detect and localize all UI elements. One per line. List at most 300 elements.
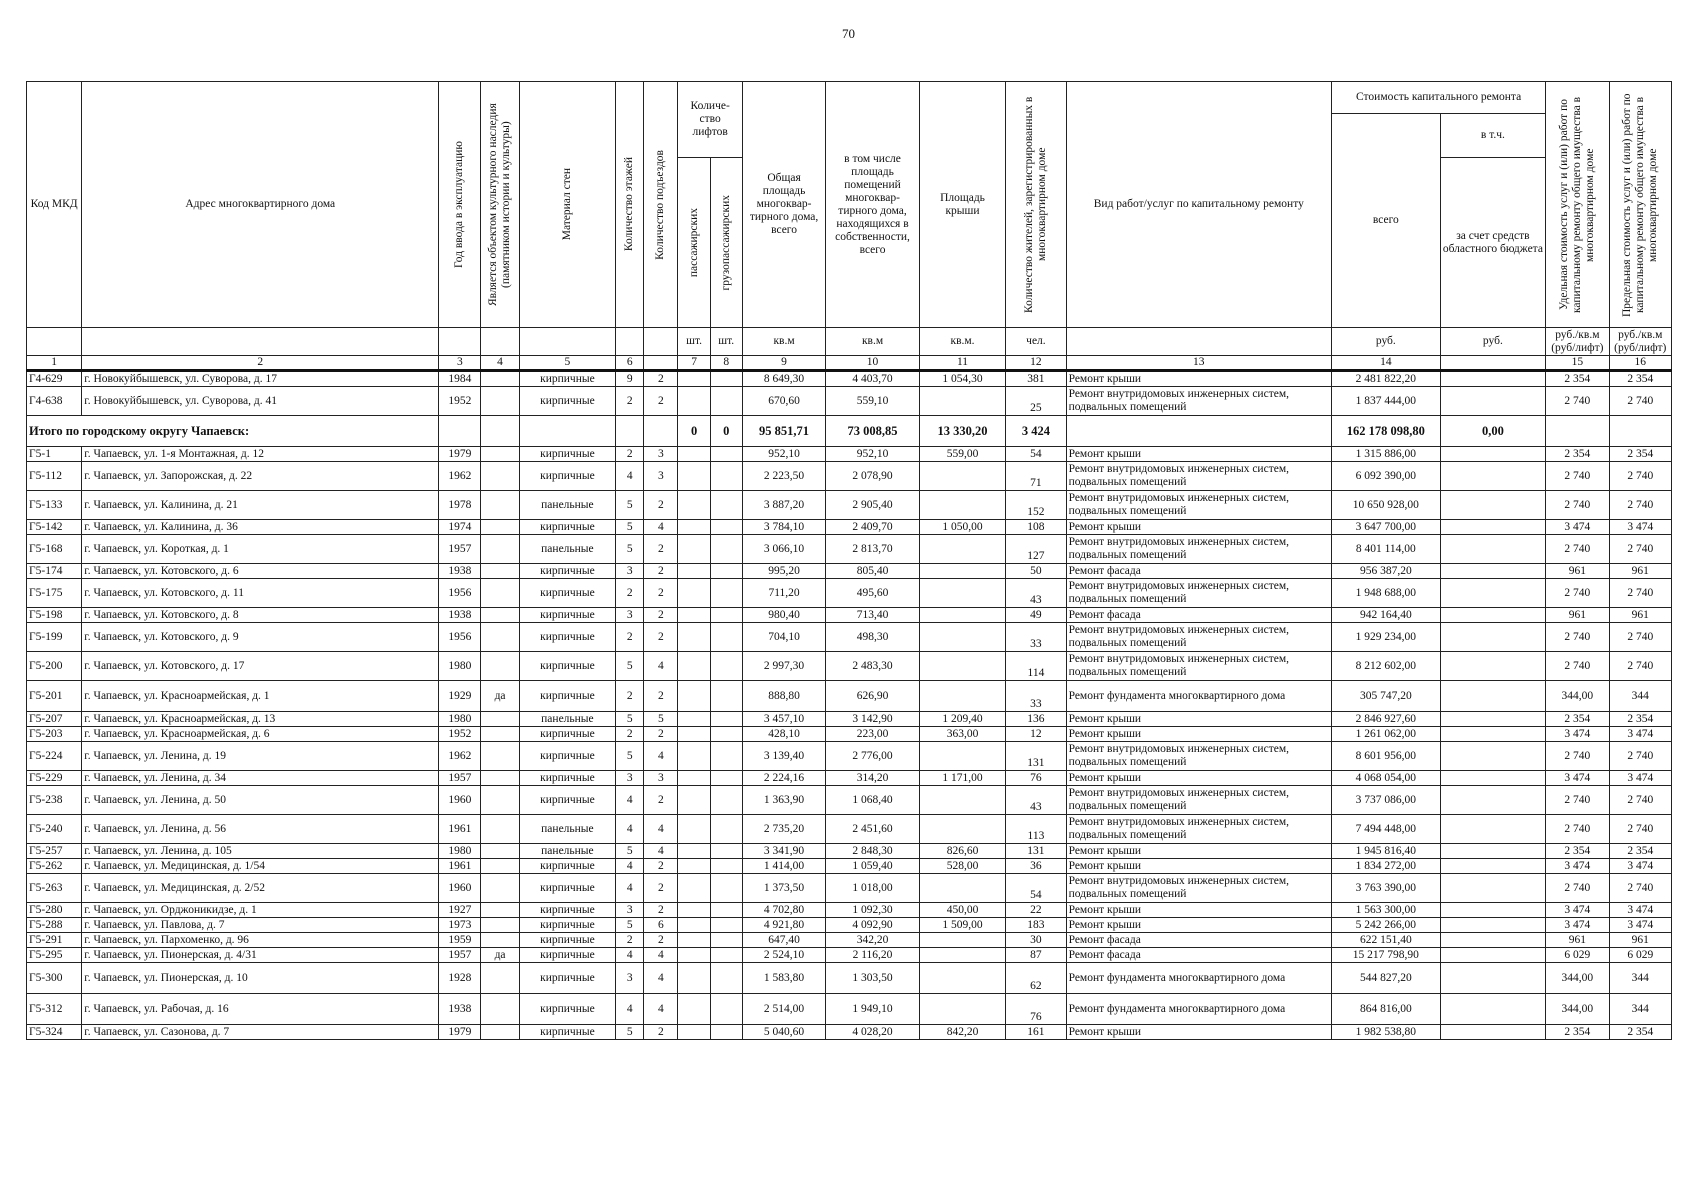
unit-blank-4: [481, 328, 519, 356]
table-row: [27, 727, 1672, 742]
cell-lifts-pass: [678, 491, 710, 520]
table-row: [27, 681, 1672, 712]
cell-total-area: 4 921,80: [742, 918, 825, 933]
cell-lifts-pass: [678, 727, 710, 742]
cell-lifts-pass: [678, 815, 710, 844]
cell-unit-cost: 3 474: [1546, 859, 1609, 874]
cell-cost-regional: [1440, 447, 1546, 462]
cell-max-cost: 3 474: [1609, 903, 1671, 918]
column-number: 11: [919, 356, 1005, 371]
cell-max-cost: 2 740: [1609, 535, 1671, 564]
table-row: [27, 903, 1672, 918]
cell-address: г. Чапаевск, ул. Сазонова, д. 7: [82, 1025, 439, 1040]
cell-roof-area: 1 209,40: [919, 712, 1005, 727]
cell-lifts-pass: [678, 623, 710, 652]
cell-wall: панельные: [519, 491, 616, 520]
cell-year: 1979: [439, 1025, 481, 1040]
cell-lifts-cargo: [710, 681, 742, 712]
cell-max-cost: 2 740: [1609, 623, 1671, 652]
cell-year: 1956: [439, 623, 481, 652]
cell-address: г. Чапаевск, ул. Пионерская, д. 10: [82, 963, 439, 994]
cell-cost-regional: [1440, 520, 1546, 535]
cell-wall: кирпичные: [519, 387, 616, 416]
cell-owned-area: 2 451,60: [826, 815, 920, 844]
cell-entrances: 2: [644, 786, 678, 815]
cell-max-cost: 2 740: [1609, 387, 1671, 416]
cell-max-cost: 2 354: [1609, 712, 1671, 727]
cell-owned-area: 342,20: [826, 933, 920, 948]
cell-residents: 25: [1006, 387, 1066, 416]
cell-total-area: 428,10: [742, 727, 825, 742]
cell-code: Г5-174: [27, 564, 82, 579]
cell-residents: 12: [1006, 727, 1066, 742]
cell-roof-area: 1 171,00: [919, 771, 1005, 786]
cell-heritage: [481, 447, 519, 462]
cell-code: Г5-229: [27, 771, 82, 786]
cell-code: Г5-198: [27, 608, 82, 623]
cell-unit-cost: 2 740: [1546, 491, 1609, 520]
cell-heritage: [481, 771, 519, 786]
header-address: Адрес многоквартирного дома: [82, 82, 439, 328]
cell-code: Г5-224: [27, 742, 82, 771]
cell-wall: кирпичные: [519, 742, 616, 771]
cell-lifts-cargo: [710, 963, 742, 994]
cell-wall: кирпичные: [519, 608, 616, 623]
total-row: [27, 416, 1672, 447]
cell-code: Г5-263: [27, 874, 82, 903]
cell-cost-regional: [1440, 874, 1546, 903]
cell-lifts-pass: [678, 963, 710, 994]
cell-code: Г5-203: [27, 727, 82, 742]
cell-roof-area: 1 509,00: [919, 918, 1005, 933]
cell-total-area: 704,10: [742, 623, 825, 652]
header-owned-area: в том числе площадь помещений многоквар-тирного дома, находящихся в собственности, всего: [826, 82, 920, 328]
cell-floors: 5: [616, 520, 644, 535]
cell-entrances: 2: [644, 859, 678, 874]
cell-entrances: 2: [644, 681, 678, 712]
cell-address: г. Чапаевск, ул. Ленина, д. 19: [82, 742, 439, 771]
cell-year: 1960: [439, 786, 481, 815]
unit-cost-regional: руб.: [1440, 328, 1546, 356]
cell-max-cost: 3 474: [1609, 771, 1671, 786]
cell-wall: кирпичные: [519, 771, 616, 786]
cell-unit-cost: 2 354: [1546, 1025, 1609, 1040]
table-row: [27, 948, 1672, 963]
cell-address: г. Чапаевск, ул. Калинина, д. 36: [82, 520, 439, 535]
cell-roof-area: [919, 652, 1005, 681]
table-row: [27, 564, 1672, 579]
cell-year: 1952: [439, 727, 481, 742]
cell-heritage: [481, 815, 519, 844]
cell-lifts-cargo: [710, 859, 742, 874]
cell-work: Ремонт фасада: [1066, 608, 1331, 623]
cell-max-cost: 2 740: [1609, 742, 1671, 771]
cell-code: Г5-112: [27, 462, 82, 491]
cell-cost-regional: [1440, 771, 1546, 786]
cell-entrances: 2: [644, 371, 678, 387]
table-row: [27, 859, 1672, 874]
cell-lifts-pass: [678, 771, 710, 786]
cell-lifts-cargo: [710, 623, 742, 652]
cell-roof-area: [919, 786, 1005, 815]
cell-residents: 76: [1006, 771, 1066, 786]
cell-roof-area: 559,00: [919, 447, 1005, 462]
cell-unit-cost: 2 740: [1546, 786, 1609, 815]
table-row: [27, 742, 1672, 771]
cell-floors: 2: [616, 387, 644, 416]
cell-cost-total: 1 837 444,00: [1332, 387, 1441, 416]
header-floors: Количество этажей: [616, 82, 644, 328]
total-blank: [481, 416, 519, 447]
cell-cost-regional: [1440, 387, 1546, 416]
cell-heritage: [481, 535, 519, 564]
cell-max-cost: 6 029: [1609, 948, 1671, 963]
header-unit-cost: Удельная стоимость услуг и (или) работ по капитальному ремонту общего имущества в многоквартирном доме: [1546, 82, 1609, 328]
cell-lifts-pass: [678, 933, 710, 948]
cell-owned-area: 2 848,30: [826, 844, 920, 859]
cell-entrances: 3: [644, 771, 678, 786]
cell-floors: 4: [616, 462, 644, 491]
cell-roof-area: [919, 491, 1005, 520]
cell-cost-regional: [1440, 1025, 1546, 1040]
cell-floors: 5: [616, 918, 644, 933]
cell-total-area: 647,40: [742, 933, 825, 948]
cell-entrances: 2: [644, 387, 678, 416]
cell-cost-total: 622 151,40: [1332, 933, 1441, 948]
cell-total-area: 3 784,10: [742, 520, 825, 535]
table-row: [27, 608, 1672, 623]
cell-unit-cost: 2 740: [1546, 387, 1609, 416]
unit-lifts-pass: шт.: [678, 328, 710, 356]
cell-cost-regional: [1440, 608, 1546, 623]
cell-residents: 381: [1006, 371, 1066, 387]
cell-work: Ремонт внутридомовых инженерных систем, подвальных помещений: [1066, 786, 1331, 815]
cell-unit-cost: 3 474: [1546, 918, 1609, 933]
cell-floors: 3: [616, 903, 644, 918]
cell-total-area: 2 735,20: [742, 815, 825, 844]
cell-owned-area: 559,10: [826, 387, 920, 416]
cell-roof-area: [919, 742, 1005, 771]
cell-lifts-pass: [678, 579, 710, 608]
cell-residents: 50: [1006, 564, 1066, 579]
cell-total-area: 2 997,30: [742, 652, 825, 681]
cell-residents: 183: [1006, 918, 1066, 933]
cell-max-cost: 344: [1609, 681, 1671, 712]
cell-wall: кирпичные: [519, 652, 616, 681]
cell-wall: кирпичные: [519, 918, 616, 933]
cell-floors: 4: [616, 874, 644, 903]
cell-address: г. Чапаевск, ул. Красноармейская, д. 6: [82, 727, 439, 742]
cell-address: г. Чапаевск, ул. Пионерская, д. 4/31: [82, 948, 439, 963]
cell-owned-area: 1 092,30: [826, 903, 920, 918]
cell-roof-area: 450,00: [919, 903, 1005, 918]
column-number-row: [27, 356, 1672, 371]
column-number: 4: [481, 356, 519, 371]
column-number: 3: [439, 356, 481, 371]
cell-heritage: [481, 918, 519, 933]
cell-lifts-cargo: [710, 844, 742, 859]
cell-owned-area: 1 068,40: [826, 786, 920, 815]
cell-work: Ремонт крыши: [1066, 447, 1331, 462]
cell-floors: 9: [616, 371, 644, 387]
cell-owned-area: 495,60: [826, 579, 920, 608]
cell-lifts-pass: [678, 742, 710, 771]
cell-unit-cost: 2 740: [1546, 535, 1609, 564]
cell-owned-area: 1 949,10: [826, 994, 920, 1025]
cell-residents: 43: [1006, 786, 1066, 815]
cell-cost-regional: [1440, 371, 1546, 387]
cell-work: Ремонт внутридомовых инженерных систем, подвальных помещений: [1066, 874, 1331, 903]
cell-lifts-pass: [678, 948, 710, 963]
cell-cost-regional: [1440, 535, 1546, 564]
cell-floors: 4: [616, 859, 644, 874]
table-row: [27, 652, 1672, 681]
table-row: [27, 387, 1672, 416]
header-wall: Материал стен: [519, 82, 616, 328]
cell-wall: кирпичные: [519, 874, 616, 903]
cell-wall: кирпичные: [519, 462, 616, 491]
cell-lifts-cargo: [710, 564, 742, 579]
cell-year: 1973: [439, 918, 481, 933]
cell-lifts-cargo: [710, 579, 742, 608]
cell-heritage: [481, 844, 519, 859]
cell-floors: 5: [616, 491, 644, 520]
cell-year: 1978: [439, 491, 481, 520]
cell-lifts-pass: [678, 918, 710, 933]
column-number: [1440, 356, 1546, 371]
cell-lifts-pass: [678, 535, 710, 564]
cell-year: 1980: [439, 712, 481, 727]
cell-residents: 36: [1006, 859, 1066, 874]
cell-work: Ремонт внутридомовых инженерных систем, подвальных помещений: [1066, 462, 1331, 491]
cell-wall: кирпичные: [519, 447, 616, 462]
cell-floors: 4: [616, 786, 644, 815]
cell-work: Ремонт внутридомовых инженерных систем, подвальных помещений: [1066, 387, 1331, 416]
cell-floors: 4: [616, 994, 644, 1025]
cell-year: 1928: [439, 963, 481, 994]
cell-max-cost: 2 740: [1609, 874, 1671, 903]
cell-max-cost: 2 354: [1609, 844, 1671, 859]
cell-heritage: да: [481, 948, 519, 963]
table-row: [27, 447, 1672, 462]
cell-floors: 2: [616, 933, 644, 948]
cell-cost-regional: [1440, 491, 1546, 520]
cell-wall: кирпичные: [519, 994, 616, 1025]
cell-lifts-cargo: [710, 535, 742, 564]
cell-roof-area: 826,60: [919, 844, 1005, 859]
cell-entrances: 5: [644, 712, 678, 727]
cell-roof-area: 1 054,30: [919, 371, 1005, 387]
cell-address: г. Чапаевск, ул. Калинина, д. 21: [82, 491, 439, 520]
table-row: [27, 1025, 1672, 1040]
cell-total-area: 1 414,00: [742, 859, 825, 874]
cell-unit-cost: 344,00: [1546, 994, 1609, 1025]
total-roof-area: 13 330,20: [919, 416, 1005, 447]
unit-blank-6: [616, 328, 644, 356]
cell-cost-total: 5 242 266,00: [1332, 918, 1441, 933]
cell-unit-cost: 961: [1546, 608, 1609, 623]
cell-max-cost: 3 474: [1609, 520, 1671, 535]
cell-max-cost: 961: [1609, 564, 1671, 579]
cell-roof-area: [919, 815, 1005, 844]
cell-year: 1929: [439, 681, 481, 712]
cell-wall: кирпичные: [519, 963, 616, 994]
cell-heritage: [481, 859, 519, 874]
cell-code: Г5-295: [27, 948, 82, 963]
cell-total-area: 3 887,20: [742, 491, 825, 520]
cell-code: Г5-324: [27, 1025, 82, 1040]
cell-wall: кирпичные: [519, 681, 616, 712]
cell-total-area: 3 139,40: [742, 742, 825, 771]
cell-residents: 113: [1006, 815, 1066, 844]
cell-work: Ремонт крыши: [1066, 771, 1331, 786]
cell-address: г. Чапаевск, ул. Пархоменко, д. 96: [82, 933, 439, 948]
cell-floors: 5: [616, 652, 644, 681]
cell-lifts-pass: [678, 520, 710, 535]
cell-roof-area: 842,20: [919, 1025, 1005, 1040]
cell-heritage: [481, 712, 519, 727]
cell-lifts-cargo: [710, 727, 742, 742]
cell-address: г. Чапаевск, ул. Ленина, д. 105: [82, 844, 439, 859]
header-lifts-pass: пассажирских: [678, 158, 710, 328]
cell-year: 1962: [439, 742, 481, 771]
cell-entrances: 2: [644, 903, 678, 918]
cell-year: 1957: [439, 771, 481, 786]
capital-repair-table: [26, 81, 1672, 1040]
unit-owned-area: кв.м: [826, 328, 920, 356]
cell-total-area: 2 223,50: [742, 462, 825, 491]
unit-total-area: кв.м: [742, 328, 825, 356]
cell-lifts-pass: [678, 371, 710, 387]
cell-unit-cost: 2 354: [1546, 712, 1609, 727]
cell-wall: кирпичные: [519, 786, 616, 815]
cell-code: Г5-291: [27, 933, 82, 948]
cell-work: Ремонт внутридомовых инженерных систем, подвальных помещений: [1066, 535, 1331, 564]
column-number: 16: [1609, 356, 1671, 371]
cell-wall: панельные: [519, 712, 616, 727]
cell-cost-total: 1 929 234,00: [1332, 623, 1441, 652]
cell-work: Ремонт крыши: [1066, 371, 1331, 387]
table-row: [27, 520, 1672, 535]
cell-owned-area: 952,10: [826, 447, 920, 462]
cell-code: Г5-280: [27, 903, 82, 918]
cell-total-area: 3 457,10: [742, 712, 825, 727]
cell-work: Ремонт внутридомовых инженерных систем, подвальных помещений: [1066, 579, 1331, 608]
cell-owned-area: 314,20: [826, 771, 920, 786]
total-blank: [439, 416, 481, 447]
cell-lifts-cargo: [710, 918, 742, 933]
cell-year: 1980: [439, 844, 481, 859]
cell-entrances: 4: [644, 520, 678, 535]
unit-unit-cost: руб./кв.м (руб/лифт): [1546, 328, 1609, 356]
cell-roof-area: [919, 681, 1005, 712]
cell-cost-regional: [1440, 727, 1546, 742]
cell-cost-regional: [1440, 815, 1546, 844]
cell-residents: 127: [1006, 535, 1066, 564]
cell-wall: кирпичные: [519, 903, 616, 918]
cell-code: Г5-199: [27, 623, 82, 652]
cell-residents: 22: [1006, 903, 1066, 918]
cell-max-cost: 2 740: [1609, 786, 1671, 815]
cell-owned-area: 805,40: [826, 564, 920, 579]
header-total-area: Общая площадь многоквар-тирного дома, всего: [742, 82, 825, 328]
cell-cost-total: 8 401 114,00: [1332, 535, 1441, 564]
cell-cost-total: 305 747,20: [1332, 681, 1441, 712]
cell-floors: 5: [616, 1025, 644, 1040]
cell-heritage: [481, 727, 519, 742]
cell-unit-cost: 344,00: [1546, 963, 1609, 994]
cell-roof-area: [919, 874, 1005, 903]
cell-wall: кирпичные: [519, 859, 616, 874]
cell-owned-area: 4 403,70: [826, 371, 920, 387]
cell-owned-area: 2 905,40: [826, 491, 920, 520]
cell-total-area: 2 514,00: [742, 994, 825, 1025]
cell-residents: 54: [1006, 447, 1066, 462]
cell-roof-area: [919, 564, 1005, 579]
total-lifts-pass: 0: [678, 416, 710, 447]
cell-code: Г5-200: [27, 652, 82, 681]
cell-unit-cost: 2 740: [1546, 815, 1609, 844]
cell-roof-area: [919, 462, 1005, 491]
cell-cost-total: 15 217 798,90: [1332, 948, 1441, 963]
cell-lifts-cargo: [710, 933, 742, 948]
cell-total-area: 1 363,90: [742, 786, 825, 815]
cell-max-cost: 2 354: [1609, 447, 1671, 462]
cell-cost-total: 3 737 086,00: [1332, 786, 1441, 815]
cell-cost-total: 1 563 300,00: [1332, 903, 1441, 918]
cell-year: 1959: [439, 933, 481, 948]
cell-owned-area: 223,00: [826, 727, 920, 742]
cell-cost-total: 1 982 538,80: [1332, 1025, 1441, 1040]
cell-residents: 76: [1006, 994, 1066, 1025]
cell-cost-regional: [1440, 859, 1546, 874]
header-residents: Количество жителей, зарегистрированных в многоквартирном доме: [1006, 82, 1066, 328]
cell-roof-area: [919, 535, 1005, 564]
cell-lifts-cargo: [710, 771, 742, 786]
total-label: Итого по городскому округу Чапаевск:: [27, 416, 439, 447]
cell-work: Ремонт крыши: [1066, 712, 1331, 727]
cell-year: 1962: [439, 462, 481, 491]
cell-floors: 5: [616, 844, 644, 859]
unit-blank-2: [82, 328, 439, 356]
cell-code: Г5-312: [27, 994, 82, 1025]
cell-cost-total: 4 068 054,00: [1332, 771, 1441, 786]
cell-lifts-cargo: [710, 652, 742, 681]
table-row: [27, 371, 1672, 387]
cell-heritage: [481, 652, 519, 681]
header-roof-area: Площадь крыши: [919, 82, 1005, 328]
cell-code: Г5-142: [27, 520, 82, 535]
cell-code: Г5-1: [27, 447, 82, 462]
cell-cost-total: 544 827,20: [1332, 963, 1441, 994]
cell-unit-cost: 2 354: [1546, 371, 1609, 387]
cell-cost-total: 8 212 602,00: [1332, 652, 1441, 681]
cell-floors: 4: [616, 948, 644, 963]
cell-unit-cost: 961: [1546, 933, 1609, 948]
cell-owned-area: 1 018,00: [826, 874, 920, 903]
cell-total-area: 1 583,80: [742, 963, 825, 994]
header-lifts: Количе-ство лифтов: [678, 82, 742, 158]
cell-floors: 2: [616, 681, 644, 712]
cell-year: 1956: [439, 579, 481, 608]
cell-wall: панельные: [519, 815, 616, 844]
cell-floors: 2: [616, 623, 644, 652]
cell-owned-area: 498,30: [826, 623, 920, 652]
cell-unit-cost: 2 740: [1546, 579, 1609, 608]
table-row: [27, 963, 1672, 994]
cell-unit-cost: 961: [1546, 564, 1609, 579]
cell-entrances: 2: [644, 579, 678, 608]
